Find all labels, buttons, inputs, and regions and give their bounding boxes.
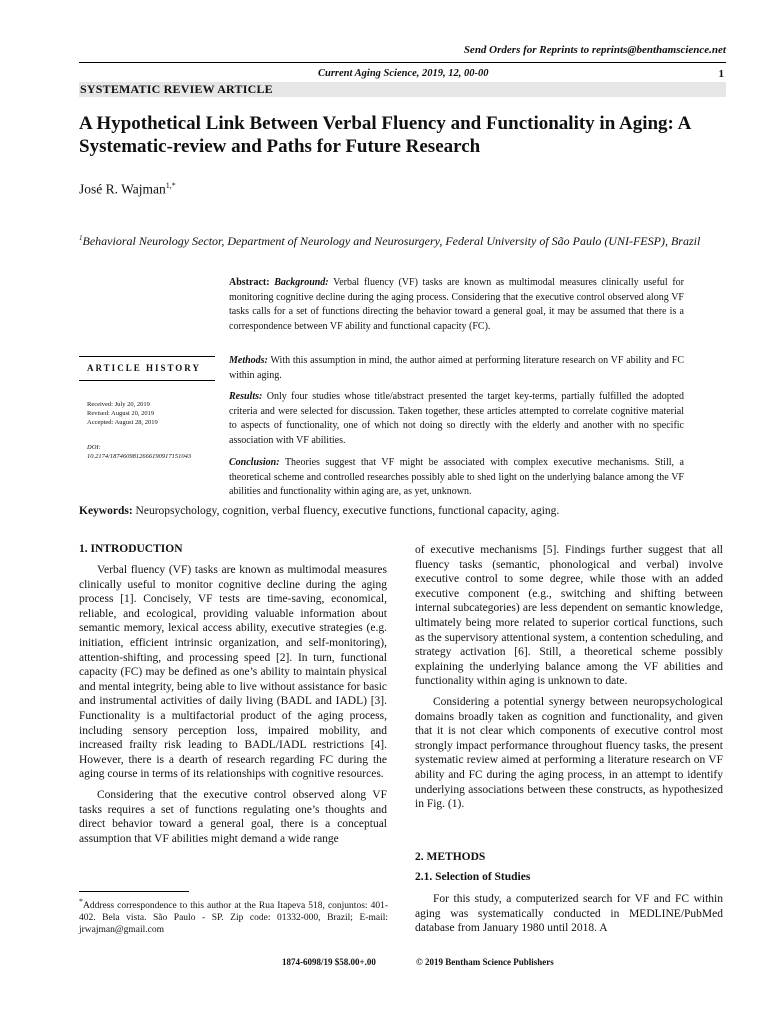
- left-column: [79, 563, 387, 846]
- doi-label: DOI:: [87, 444, 101, 451]
- background-text: Verbal fluency (VF) tasks are known as multimodal measures clinically useful for monitoring cognitive decline during the aging process. Considering that the executive control observed along VF tasks calls for a set of functions directing the behavior toward a general goal, it may be assumed that there is a correspondence between VF ability and functional capacity (FC).: [229, 277, 684, 332]
- paragraph-4: Considering a potential synergy between neuropsychological domains broadly taken as cognition and functionality, and given that it is not clear which components of executive control most strongly impact performance throughout fluency tasks, the present systematic review aimed at performing a literature research on VF ability and FC during the aging process, in an attempt to identify underlying associations between these constructs, as hypothesized in Fig. (1).: [415, 695, 723, 811]
- history-rule-bottom: [79, 380, 215, 381]
- author-line: [79, 181, 176, 198]
- introduction-heading: 1. INTRODUCTION: [79, 543, 183, 555]
- results-label: Results:: [229, 391, 263, 402]
- history-doi: [87, 443, 227, 461]
- doi-value: 10.2174/1874609812666190917151043: [87, 453, 192, 460]
- footnote-text: Address correspondence to this author at the Rua Itapeva 518, conjuntos: 401-402. Bela vista. São Paulo - SP. Zip code: 01332-000, Brazil; E-mail: jrwajman@gmail.com: [79, 901, 388, 936]
- methods-heading: 2. METHODS: [415, 851, 486, 863]
- conclusion-text: Theories suggest that VF might be associated with complex executive mechanisms. Still, a theoretical scheme and controlled researches possibly able to shed light on the underlying balance among the VF abilities and functionality within aging are, as yet, unknown.: [229, 457, 684, 497]
- history-rule-top: [79, 356, 215, 357]
- methods-text: With this assumption in mind, the author aimed at performing literature research on VF ability and FC within aging.: [229, 355, 684, 381]
- author-superscript: 1,*: [165, 181, 176, 190]
- section-label-bar: [79, 82, 726, 97]
- affiliation-text: Behavioral Neurology Sector, Department of Neurology and Neurosurgery, Federal University of São Paulo (UNI-FESP), Brazil: [82, 234, 701, 248]
- article-history-title: ARTICLE HISTORY: [87, 363, 201, 373]
- page-number: 1: [718, 68, 724, 80]
- abstract-conclusion: [229, 456, 684, 500]
- affiliation: [79, 230, 729, 250]
- issn-price: 1874-6098/19 $58.00+.00: [282, 957, 376, 967]
- right-column-methods: [415, 892, 723, 936]
- received-date: Received: July 20, 2019: [87, 401, 150, 408]
- affiliation-superscript: 1: [79, 234, 83, 242]
- methods-label: Methods:: [229, 355, 268, 366]
- accepted-date: Accepted: August 28, 2019: [87, 419, 158, 426]
- correspondence-footnote: [79, 896, 388, 936]
- keywords-text: Neuropsychology, cognition, verbal fluency, executive functions, functional capacity, aging.: [135, 505, 560, 517]
- paragraph-5: For this study, a computerized search for VF and FC within aging was systematically conducted in MEDLINE/PubMed database from January 1980 until 2018. A: [415, 893, 723, 935]
- abstract-results: [229, 390, 684, 448]
- history-dates: [87, 400, 158, 427]
- abstract-methods: [229, 354, 684, 383]
- keywords-label: Keywords:: [79, 505, 133, 517]
- section-label: SYSTEMATIC REVIEW ARTICLE: [80, 82, 273, 96]
- header-rule: [79, 62, 726, 63]
- article-title: A Hypothetical Link Between Verbal Fluency and Functionality in Aging: A Systematic-review and Paths for Future Research: [79, 113, 691, 157]
- abstract-background: [229, 276, 684, 334]
- selection-heading: 2.1. Selection of Studies: [415, 871, 531, 883]
- footnote-rule: [79, 891, 189, 892]
- copyright: © 2019 Bentham Science Publishers: [416, 957, 554, 967]
- background-label: Background:: [274, 277, 329, 288]
- reprints-notice: Send Orders for Reprints to reprints@benthamscience.net: [463, 44, 726, 56]
- journal-citation: Current Aging Science, 2019, 12, 00-00: [318, 68, 489, 79]
- paragraph-2: Considering that the executive control observed along VF tasks requires a set of functions regulating one’s thoughts and direct behavior toward a general goal, there is a conceptual assumption that VF abilities might demand a wide range: [79, 788, 387, 845]
- author-name: José R. Wajman: [79, 181, 166, 197]
- conclusion-label: Conclusion:: [229, 457, 280, 468]
- results-text: Only four studies whose title/abstract presented the target key-terms, partially fulfilled the adopted criteria and were selected for discussion. Taken together, these articles attempted to correlate cognitive material to aspects of functionality, one of which not doing so directly with the elderly and another with no specific association with VF abilities.: [229, 391, 685, 446]
- footnote-superscript: *: [79, 897, 83, 906]
- paragraph-3: of executive mechanisms [5]. Findings further suggest that all fluency tasks (semantic, phonological and verbal) involve executive control to some degree, while those with an added executive component (e.g., switching and shifting between internal subcategories) are less dependent on semantic knowledge, ultimately being more related to superior cortical functions, such as the supervisory attentional system, a contention scheduling, and strategy activation [6]. Still, a theoretical scheme possibly explaining the underlying balance among the VF abilities and functionality within aging is unknown to date.: [415, 544, 723, 688]
- revised-date: Revised: August 20, 2019: [87, 410, 155, 417]
- abstract-label: Abstract:: [229, 277, 270, 288]
- paragraph-1: Verbal fluency (VF) tasks are known as multimodal measures clinically useful to monitor cognitive decline during the aging process [1]. Concisely, VF tests are time-saving, economical, reliable, and ecological, providing valuable information about semantic memory, lexical access ability, executive strategies (e.g. initiation, efficient intrinsic organization, and self-monitoring), attention-shifting, and processing speed [2]. In turn, functional capacity (FC) may be defined as one’s ability to maintain physical and mental integrity, being able to live without assistance for basic and instrumental activities of daily living (BADL and IADL) [3]. Functionality is a multifactorial product of the aging process, including sensory perception loss, impaired mobility, and increased frailty risk leading to BADL/IADL restrictions [4]. However, there is a dearth of research regarding FC during the aging course in terms of its relationships with cognitive resources.: [79, 564, 387, 781]
- keywords: [79, 505, 729, 517]
- right-column: [415, 543, 723, 812]
